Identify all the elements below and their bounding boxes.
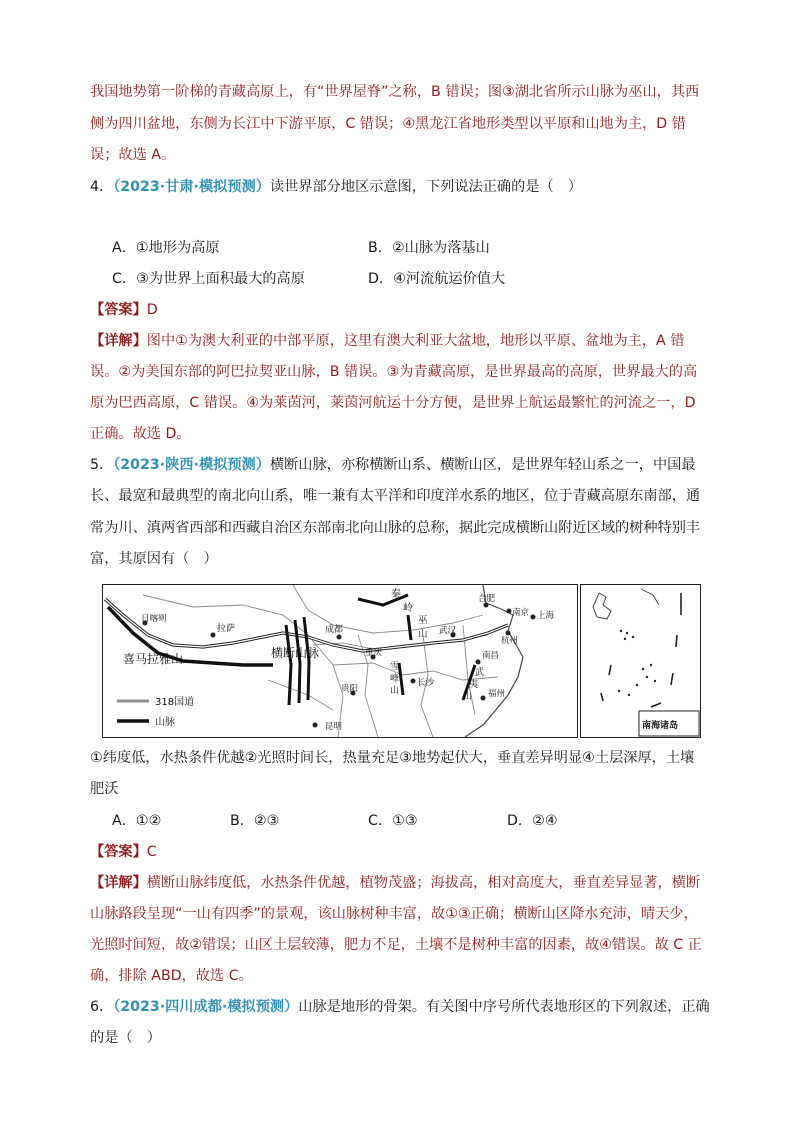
label-chengdu: 成都 — [325, 625, 344, 635]
label-shanghai: 上海 — [537, 611, 555, 621]
label-hangzhou: 杭州 — [501, 636, 519, 646]
question-text: 长、最宽和最典型的南北向山系，唯一兼有太平洋和印度洋水系的地区，位于青藏高原东南部，通 — [90, 488, 701, 504]
label-himalaya: 喜马拉雅山 — [123, 652, 184, 666]
detail-line: 原为巴西高原，C 错误。④为莱茵河，莱茵河航运十分方便，是世界上航运最繁忙的河流之一，D — [90, 395, 696, 411]
label-yi: 夷 — [469, 680, 479, 690]
question-text: 横断山脉，亦称横断山系、横断山区，是世界年轻山系之一，中国最 — [269, 457, 696, 473]
label-hefei: 合肥 — [478, 594, 496, 604]
hainan-island — [593, 593, 611, 619]
boundary-dash — [651, 703, 661, 707]
island-dot — [650, 664, 652, 666]
label-changsha: 长沙 — [417, 678, 435, 688]
hengduan-map — [102, 584, 578, 738]
label-shan: 山 — [418, 629, 428, 640]
detail-text: 横断山脉纬度低，水热条件优越，植物茂盛；海拔高，相对高度大，垂直差异显著，横断 — [146, 875, 701, 891]
detail-line: 确，排除 ABD，故选 C。 — [90, 968, 253, 984]
island-dot — [654, 680, 656, 682]
question-number: 5． — [90, 457, 114, 473]
question-number: 6． — [90, 999, 114, 1015]
city-dot — [411, 679, 416, 684]
label-fuzhou: 福州 — [488, 689, 506, 699]
detail-line: 正确。故选 D。 — [90, 426, 191, 442]
question-text: 富，其原因有（ ） — [90, 551, 218, 567]
boundary-dash — [676, 635, 677, 647]
city-dot — [337, 635, 342, 640]
label-shan2: 山 — [390, 686, 400, 696]
island-dot — [620, 630, 622, 632]
legend-mountain-label: 山脉 — [155, 717, 175, 728]
label-hengduan: 横断山脉 — [271, 646, 320, 660]
answer-value: C — [146, 844, 157, 860]
label-wuhan: 武汉 — [439, 626, 457, 636]
island-dot — [618, 690, 620, 692]
answer-line — [90, 300, 158, 320]
boundary-dash — [671, 673, 673, 685]
option-a: A．①② — [112, 813, 162, 829]
inset-graphic — [581, 585, 700, 737]
question-5-stem — [90, 455, 696, 475]
detail-line — [90, 873, 700, 893]
detail-line — [90, 331, 684, 351]
option-a: A．①地形为高原 — [112, 240, 220, 256]
island-dot — [632, 636, 634, 638]
boundary-dash — [609, 665, 611, 675]
question-text: 的是（ ） — [90, 1030, 161, 1046]
label-feng: 峰 — [390, 674, 400, 684]
boundary-dash — [601, 693, 603, 701]
text-line: 我国地势第一阶梯的青藏高原上，有“世界屋脊”之称，B 错误；图③湖北省所示山脉为巫山，其西 — [90, 84, 700, 100]
city-dot — [507, 609, 512, 614]
source-tag: （2023·四川成都·模拟预测） — [113, 999, 299, 1015]
label-shigatse: 日喀则 — [141, 614, 167, 624]
island-dot — [636, 684, 638, 686]
label-wu2: 武 — [475, 668, 485, 678]
legend-road-label: 318国道 — [155, 697, 195, 708]
label-ling: 岭 — [403, 603, 413, 614]
question-text: 常为川、滇两省西部和西藏自治区东部南北向山脉的总称，据此完成横断山附近区域的树种特别丰 — [90, 520, 701, 536]
island-dot — [646, 676, 648, 678]
detail-line: 山脉路段呈现“一山有四季”的景观，该山脉树种丰富，故①③正确；横断山区降水充沛，晴天少， — [90, 906, 698, 922]
island-dot — [642, 668, 644, 670]
option-d: D．②④ — [507, 813, 558, 829]
island-dot — [624, 638, 626, 640]
island-dot — [628, 694, 630, 696]
coastline — [641, 589, 659, 605]
text-line: 误；故选 A。 — [90, 147, 176, 163]
statements-line: ①纬度低，水热条件优越②光照时间长，热量充足③地势起伏大，垂直差异明显④土层深厚，土壤 — [90, 750, 695, 766]
label-shan3: 山 — [463, 692, 473, 702]
label-chongqing: 重庆 — [365, 648, 383, 658]
question-4-stem — [90, 177, 582, 197]
detail-line: 光照时间短，故②错误；山区土层较薄，肥力不足，土壤不是树种丰富的因素，故④错误。故 C 正 — [90, 937, 702, 953]
label-guiyang: 贵阳 — [341, 684, 359, 694]
city-dot — [506, 631, 511, 636]
source-tag: （2023·陕西·模拟预测） — [113, 457, 270, 473]
map-graphic — [103, 585, 577, 737]
option-b: B．②山脉为落基山 — [368, 240, 490, 256]
label-kunming: 昆明 — [325, 722, 343, 732]
city-dot — [481, 696, 486, 701]
question-number: 4． — [90, 179, 114, 195]
label-xue: 雪 — [390, 662, 400, 672]
city-dot — [476, 660, 481, 665]
option-b: B．②③ — [230, 813, 280, 829]
statements-line: 肥沃 — [90, 781, 119, 797]
detail-label: 【详解】 — [90, 875, 147, 891]
answer-label: 【答案】 — [90, 844, 147, 860]
detail-text: 图中①为澳大利亚的中部平原，这里有澳大利亚大盆地，地形以平原、盆地为主，A 错 — [146, 333, 685, 349]
option-c: C．①③ — [368, 813, 418, 829]
mountain-xuefeng — [399, 663, 403, 695]
source-tag: （2023·甘肃·模拟预测） — [113, 179, 270, 195]
label-nanchang: 南昌 — [482, 651, 500, 661]
label-lhasa: 拉萨 — [217, 624, 236, 634]
city-dot — [211, 633, 216, 638]
detail-line: 误。②为美国东部的阿巴拉契亚山脉，B 错误。③为青藏高原，是世界最高的高原，世界最大的高 — [90, 364, 698, 380]
city-dot — [531, 615, 536, 620]
question-text: 山脉是地形的骨架。有关图中序号所代表地形区的下列叙述，正确 — [298, 999, 710, 1015]
detail-label: 【详解】 — [90, 333, 147, 349]
option-c: C．③为世界上面积最大的高原 — [112, 271, 305, 287]
question-6-stem — [90, 997, 710, 1017]
answer-line — [90, 842, 157, 862]
mountain-wushan — [408, 615, 411, 640]
inset-label: 南海诸岛 — [642, 721, 679, 731]
option-d: D．④河流航运价值大 — [368, 271, 506, 287]
island-dot — [626, 632, 628, 634]
text-line: 侧为四川盆地，东侧为长江中下游平原，C 错误；④黑龙江省地形类型以平原和山地为主，D 错 — [90, 116, 686, 132]
label-nanjing: 南京 — [512, 608, 530, 618]
city-dot — [313, 723, 318, 728]
label-qin: 秦 — [391, 589, 401, 600]
question-text: 读世界部分地区示意图，下列说法正确的是（ ） — [269, 179, 583, 195]
answer-value: D — [146, 302, 158, 318]
label-wu: 巫 — [418, 615, 428, 626]
mountain-hengduan — [286, 625, 291, 705]
answer-label: 【答案】 — [90, 302, 147, 318]
south-sea-inset — [580, 584, 701, 738]
